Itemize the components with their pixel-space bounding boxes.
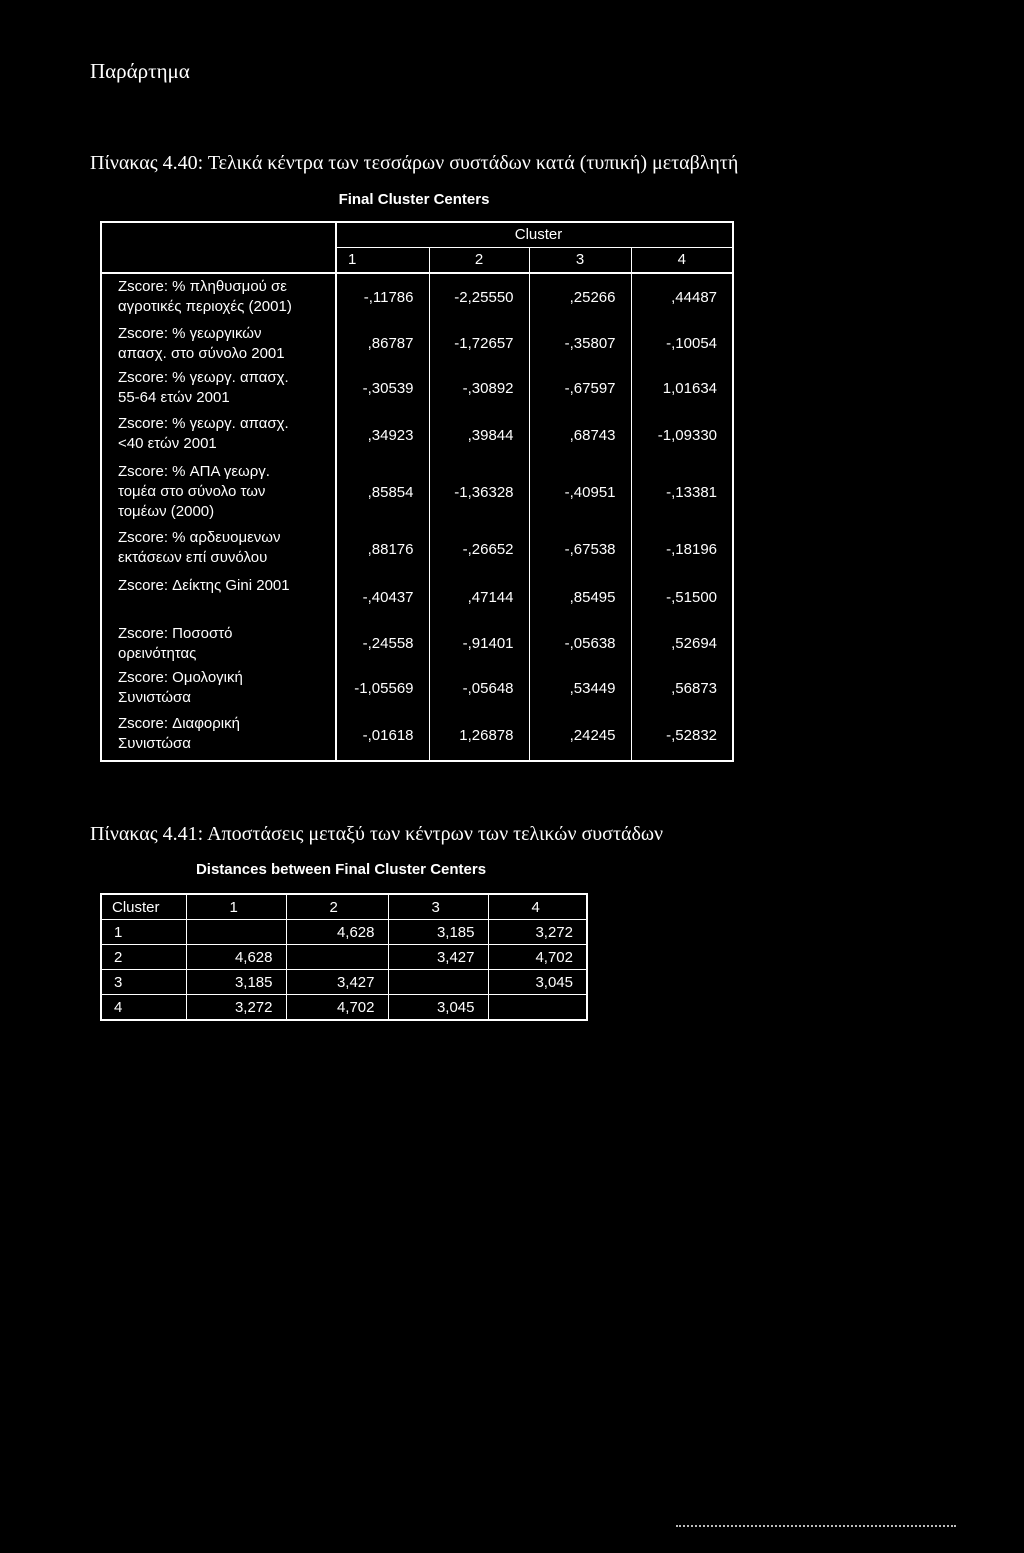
cluster-center-value: -,40951 bbox=[529, 459, 631, 525]
cluster-center-value: ,56873 bbox=[631, 665, 733, 711]
cluster-center-value: -,01618 bbox=[336, 711, 429, 761]
row-label-line: Zscore: Ποσοστό bbox=[118, 625, 233, 642]
cluster-column-header: 1 bbox=[186, 894, 286, 920]
cluster-center-value: -1,72657 bbox=[429, 321, 529, 365]
cluster-center-value: -1,09330 bbox=[631, 411, 733, 459]
cluster-column-header: 4 bbox=[631, 247, 733, 273]
distance-value bbox=[388, 970, 488, 995]
distances-table-title: Distances between Final Cluster Centers bbox=[195, 861, 487, 878]
cluster-center-value: ,47144 bbox=[429, 573, 529, 621]
row-label-line: Zscore: % ΑΠΑ γεωργ. bbox=[118, 463, 270, 480]
final-cluster-centers-title: Final Cluster Centers bbox=[338, 191, 490, 208]
cluster-center-value: ,53449 bbox=[529, 665, 631, 711]
cluster-center-value: 1,26878 bbox=[429, 711, 529, 761]
cluster-center-value: -,52832 bbox=[631, 711, 733, 761]
row-label-line: Zscore: % γεωργ. απασχ. bbox=[118, 415, 289, 432]
distance-value: 3,427 bbox=[388, 945, 488, 970]
distance-value bbox=[488, 995, 587, 1021]
cluster-center-value: -,05638 bbox=[529, 621, 631, 665]
cluster-column-header: 2 bbox=[429, 247, 529, 273]
cluster-center-value: -,91401 bbox=[429, 621, 529, 665]
table-row bbox=[101, 273, 733, 321]
cluster-center-value: ,34923 bbox=[336, 411, 429, 459]
row-label bbox=[101, 665, 336, 711]
table-row bbox=[101, 995, 587, 1021]
cluster-center-value: -,24558 bbox=[336, 621, 429, 665]
table-row bbox=[101, 459, 733, 525]
distance-value: 3,045 bbox=[388, 995, 488, 1021]
distances-between-centers-table bbox=[100, 893, 588, 1021]
row-label-line: Zscore: Ομολογική bbox=[118, 669, 243, 686]
row-label-line: αγροτικές περιοχές (2001) bbox=[118, 298, 292, 315]
row-label-line: Zscore: Διαφορική bbox=[118, 715, 240, 732]
row-label bbox=[101, 573, 336, 621]
row-label bbox=[101, 621, 336, 665]
table-4-40-caption: Πίνακας 4.40: Τελικά κέντρα των τεσσάρων συστάδων κατά (τυπική) μεταβλητή bbox=[90, 152, 739, 174]
row-label bbox=[101, 365, 336, 411]
cluster-center-value: -,10054 bbox=[631, 321, 733, 365]
row-label-line: τομέα στο σύνολο των bbox=[118, 483, 266, 500]
distance-value: 3,272 bbox=[488, 920, 587, 945]
table-row bbox=[101, 920, 587, 945]
row-label-line: Συνιστώσα bbox=[118, 735, 191, 752]
row-label-line: Zscore: % αρδευομενων bbox=[118, 529, 281, 546]
distance-value bbox=[186, 920, 286, 945]
distance-value: 3,427 bbox=[286, 970, 388, 995]
table-row bbox=[101, 411, 733, 459]
distance-value: 4,702 bbox=[488, 945, 587, 970]
cluster-center-value: ,52694 bbox=[631, 621, 733, 665]
cluster-center-value: ,85854 bbox=[336, 459, 429, 525]
cluster-center-value: -,05648 bbox=[429, 665, 529, 711]
cluster-group-header: Cluster bbox=[336, 222, 733, 247]
cluster-center-value: -,30539 bbox=[336, 365, 429, 411]
table-row bbox=[101, 970, 587, 995]
cluster-center-value: ,24245 bbox=[529, 711, 631, 761]
table-corner-cell bbox=[101, 222, 336, 273]
cluster-center-value: -,26652 bbox=[429, 525, 529, 573]
cluster-column-header: 2 bbox=[286, 894, 388, 920]
cluster-center-value: ,88176 bbox=[336, 525, 429, 573]
cluster-column-header: 3 bbox=[529, 247, 631, 273]
row-label-line: τομέων (2000) bbox=[118, 503, 215, 520]
row-label bbox=[101, 273, 336, 321]
table-row bbox=[101, 665, 733, 711]
cluster-center-value: -,51500 bbox=[631, 573, 733, 621]
row-label bbox=[101, 711, 336, 761]
distance-value: 3,045 bbox=[488, 970, 587, 995]
cluster-center-value: ,86787 bbox=[336, 321, 429, 365]
distance-value: 4,628 bbox=[186, 945, 286, 970]
table-row bbox=[101, 621, 733, 665]
cluster-center-value: -,13381 bbox=[631, 459, 733, 525]
cluster-header: Cluster bbox=[101, 894, 186, 920]
cluster-center-value: -,30892 bbox=[429, 365, 529, 411]
table-row bbox=[101, 711, 733, 761]
distance-value: 3,185 bbox=[186, 970, 286, 995]
row-label-line: εκτάσεων επί συνόλου bbox=[118, 549, 268, 566]
cluster-center-value: -,40437 bbox=[336, 573, 429, 621]
cluster-center-value: -2,25550 bbox=[429, 273, 529, 321]
section-header: Παράρτημα bbox=[90, 59, 190, 83]
row-label-line: ορεινότητας bbox=[118, 645, 197, 662]
cluster-center-value: -1,36328 bbox=[429, 459, 529, 525]
cluster-center-value: ,25266 bbox=[529, 273, 631, 321]
cluster-column-header: 4 bbox=[488, 894, 587, 920]
table-row bbox=[101, 945, 587, 970]
cluster-center-value: ,85495 bbox=[529, 573, 631, 621]
cluster-center-value: -,11786 bbox=[336, 273, 429, 321]
row-label-line: Zscore: % γεωργικών bbox=[118, 325, 262, 342]
cluster-center-value: ,44487 bbox=[631, 273, 733, 321]
cluster-column-header: 1 bbox=[336, 247, 429, 273]
row-label-line: Συνιστώσα bbox=[118, 689, 191, 706]
cluster-row-label: 2 bbox=[101, 945, 186, 970]
table-header-row bbox=[101, 894, 587, 920]
row-label bbox=[101, 525, 336, 573]
table-row bbox=[101, 573, 733, 621]
table-row bbox=[101, 365, 733, 411]
final-cluster-centers-table bbox=[100, 221, 734, 762]
row-label bbox=[101, 321, 336, 365]
cluster-row-label: 1 bbox=[101, 920, 186, 945]
row-label-line: απασχ. στο σύνολο 2001 bbox=[118, 345, 285, 362]
cluster-center-value: -,35807 bbox=[529, 321, 631, 365]
row-label bbox=[101, 411, 336, 459]
cluster-center-value: -,67538 bbox=[529, 525, 631, 573]
cluster-row-label: 4 bbox=[101, 995, 186, 1021]
cluster-center-value: ,39844 bbox=[429, 411, 529, 459]
distance-value bbox=[286, 945, 388, 970]
table-row bbox=[101, 525, 733, 573]
table-4-41-caption: Πίνακας 4.41: Αποστάσεις μεταξύ των κέντρων των τελικών συστάδων bbox=[90, 823, 664, 845]
row-label bbox=[101, 459, 336, 525]
cluster-center-value: ,68743 bbox=[529, 411, 631, 459]
row-label-line: <40 ετών 2001 bbox=[118, 435, 217, 452]
row-label-line: 55-64 ετών 2001 bbox=[118, 389, 230, 406]
row-label-line: Zscore: Δείκτης Gini 2001 bbox=[118, 577, 290, 594]
table-row bbox=[101, 321, 733, 365]
cluster-row-label: 3 bbox=[101, 970, 186, 995]
distance-value: 3,272 bbox=[186, 995, 286, 1021]
cluster-center-value: -,67597 bbox=[529, 365, 631, 411]
distance-value: 3,185 bbox=[388, 920, 488, 945]
row-label-line: Zscore: % γεωργ. απασχ. bbox=[118, 369, 289, 386]
row-label-line: Zscore: % πληθυσμού σε bbox=[118, 278, 287, 295]
distance-value: 4,628 bbox=[286, 920, 388, 945]
cluster-center-value: 1,01634 bbox=[631, 365, 733, 411]
cluster-center-value: -1,05569 bbox=[336, 665, 429, 711]
scan-noise-artifact bbox=[676, 1525, 956, 1527]
cluster-center-value: -,18196 bbox=[631, 525, 733, 573]
cluster-column-header: 3 bbox=[388, 894, 488, 920]
distance-value: 4,702 bbox=[286, 995, 388, 1021]
